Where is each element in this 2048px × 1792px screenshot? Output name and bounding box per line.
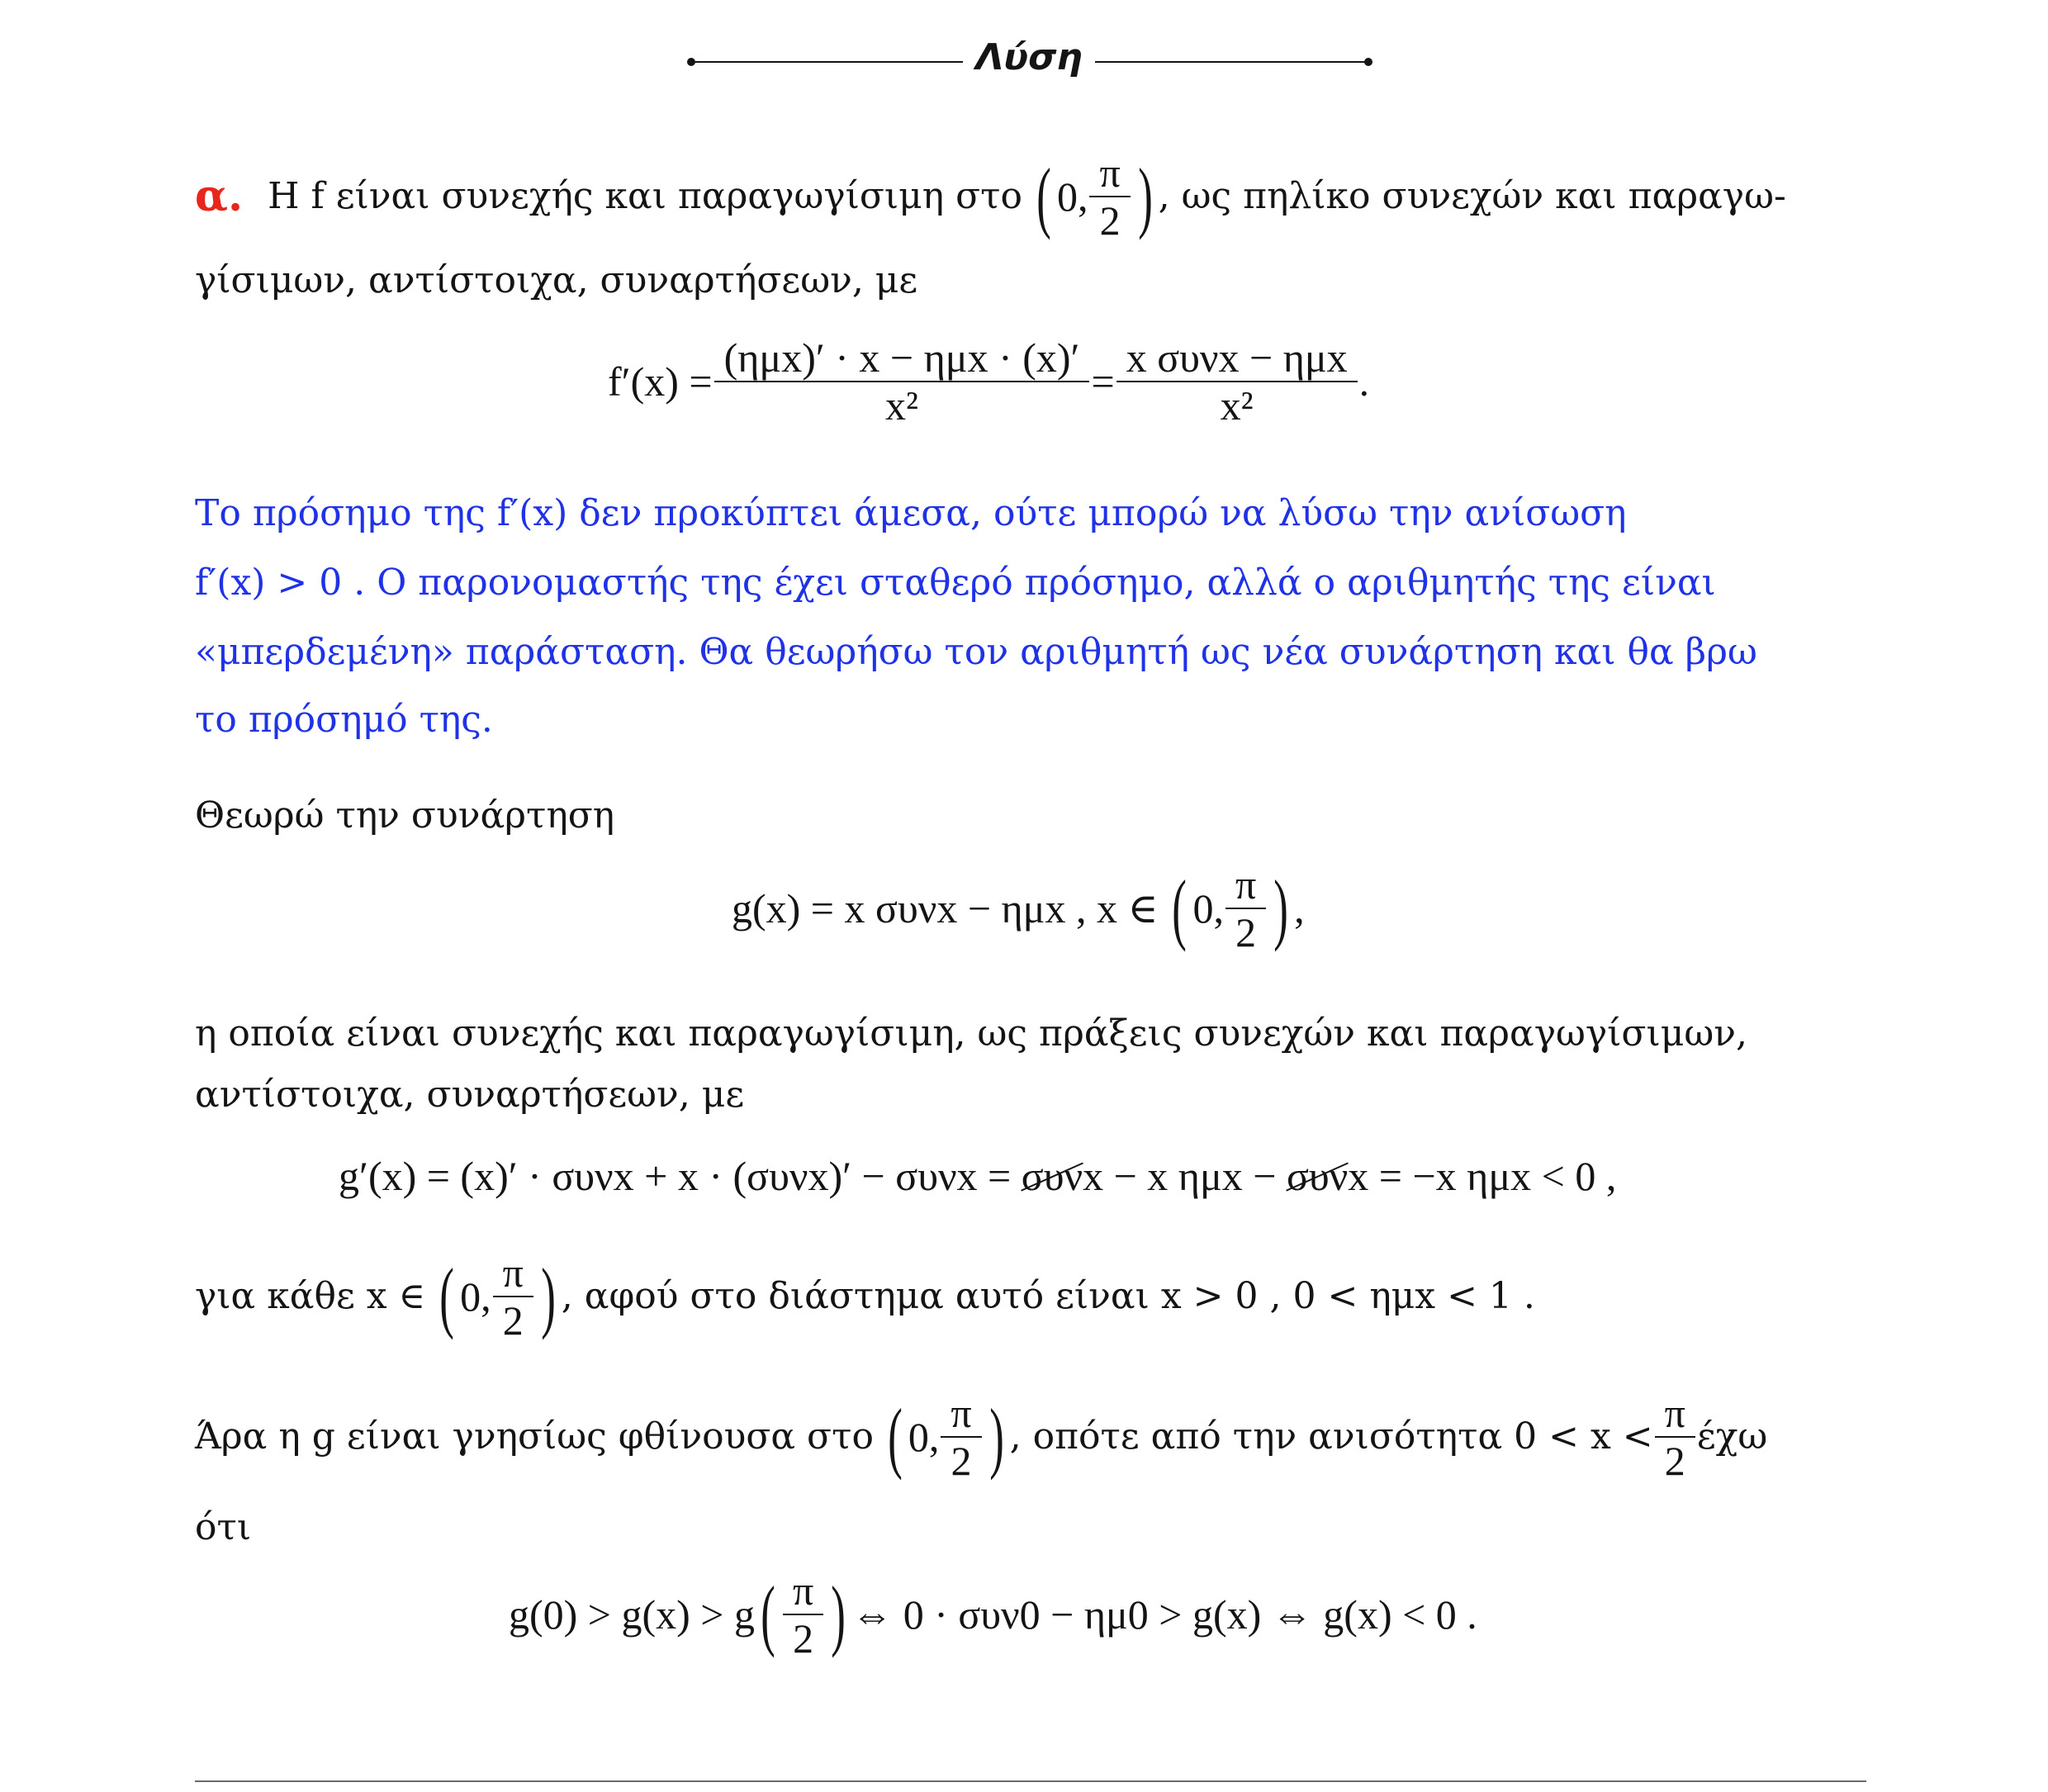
consider-text: Θεωρώ την συνάρτηση xyxy=(195,794,615,837)
eq1-fraction-2: $\frac{\text{x συνx − ημx}}{\text{x²}}$ xyxy=(1121,334,1353,429)
interval: ( 0, $\frac{\pi}{2}$ ) xyxy=(1036,149,1153,244)
part-a-text-after: , ως πηλίκο συνεχών και παραγω- xyxy=(1158,175,1786,217)
g-of-pi-over-2: ( $\frac{\pi}{2}$ ) xyxy=(761,1567,846,1662)
which-line2: αντίστοιχα, συναρτήσεων, με xyxy=(195,1074,745,1116)
cancelled-term-2: συν xyxy=(1286,1153,1349,1199)
part-label: α. xyxy=(195,171,244,221)
note-line1: Το πρόσημο της f′(x) δεν προκύπτει άμεσα, ούτε μπορώ να λύσω την ανίσωση xyxy=(195,492,1627,534)
forall-interval: ( 0, $\frac{\pi}{2}$ ) xyxy=(439,1249,556,1344)
final-inequality: g(0) > g(x) > g ( $\frac{\pi}{2}$ ) ⇔ 0 · συν0 − ημ0 > g(x) ⇔ g(x) < 0 . xyxy=(509,1567,1477,1662)
solution-title: Λύση xyxy=(975,36,1083,78)
bottom-rule xyxy=(195,1780,1866,1782)
that-text: ότι xyxy=(195,1506,252,1548)
therefore-interval: ( 0, $\frac{\pi}{2}$ ) xyxy=(888,1390,1004,1484)
g-derivative-equation: g′(x) = (x)′ · συνx + x · (συνx)′ − συνx = συνx − x ημx − συνx = −x ημx < 0 , xyxy=(339,1153,1617,1199)
forall-line: για κάθε x ∈ ( 0, $\frac{\pi}{2}$ ) , αφού στο διάστημα αυτό είναι x > 0 , 0 < ημx < 1 . xyxy=(195,1249,1535,1344)
therefore-line: Άρα η g είναι γνησίως φθίνουσα στο ( 0, $\frac{\pi}{2}$ ) , οπότε από την ανισότητα 0 < x < $\frac{\pi}{2}$ έχω xyxy=(195,1390,1768,1484)
which-line1: η οποία είναι συνεχής και παραγωγίσιμη, ως πράξεις συνεχών και παραγωγίσιμων, xyxy=(195,1012,1747,1055)
upper-bound-fraction: $\frac{\pi}{2}$ xyxy=(1660,1390,1690,1484)
derivative-equation: f′(x) = $\frac{\text{(ημx)′ · x − ημx · (x)′}}{\text{x²}}$ = $\frac{\text{x συνx − ημx}}{\text{x²}}$ . xyxy=(608,334,1370,429)
eq1-lhs: f′(x) = xyxy=(608,358,713,405)
right-dot xyxy=(1364,58,1372,66)
note-line3: «μπερδεμένη» παράσταση. Θα θεωρήσω τον αριθμητή ως νέα συνάρτηση και θα βρω xyxy=(195,631,1757,673)
pi-over-2: $\frac{\pi}{2}$ xyxy=(1094,149,1125,244)
solution-header xyxy=(690,36,1368,86)
g-definition: g(x) = x συνx − ημx , x ∈ ( 0, $\frac{\pi}{2}$ ) , xyxy=(732,861,1305,955)
note-line4: το πρόσημό της. xyxy=(195,699,493,741)
eq1-fraction-1: $\frac{\text{(ημx)′ · x − ημx · (x)′}}{\text{x²}}$ xyxy=(719,334,1085,429)
part-a-line2: γίσιμων, αντίστοιχα, συναρτήσεων, με xyxy=(195,259,918,301)
eq1-equals: = xyxy=(1091,358,1115,405)
g-interval: ( 0, $\frac{\pi}{2}$ ) xyxy=(1172,861,1288,955)
part-a-text: Η f είναι συνεχής και παραγωγίσιμη στο xyxy=(268,175,1022,217)
cancelled-term-1: συν xyxy=(1021,1153,1083,1199)
right-rule xyxy=(1095,61,1368,63)
note-line2: f′(x) > 0 . Ο παρονομαστής της έχει σταθερό πρόσημο, αλλά ο αριθμητής της είναι xyxy=(195,562,1716,604)
part-a-line1 xyxy=(195,139,1786,254)
left-rule xyxy=(690,61,963,63)
